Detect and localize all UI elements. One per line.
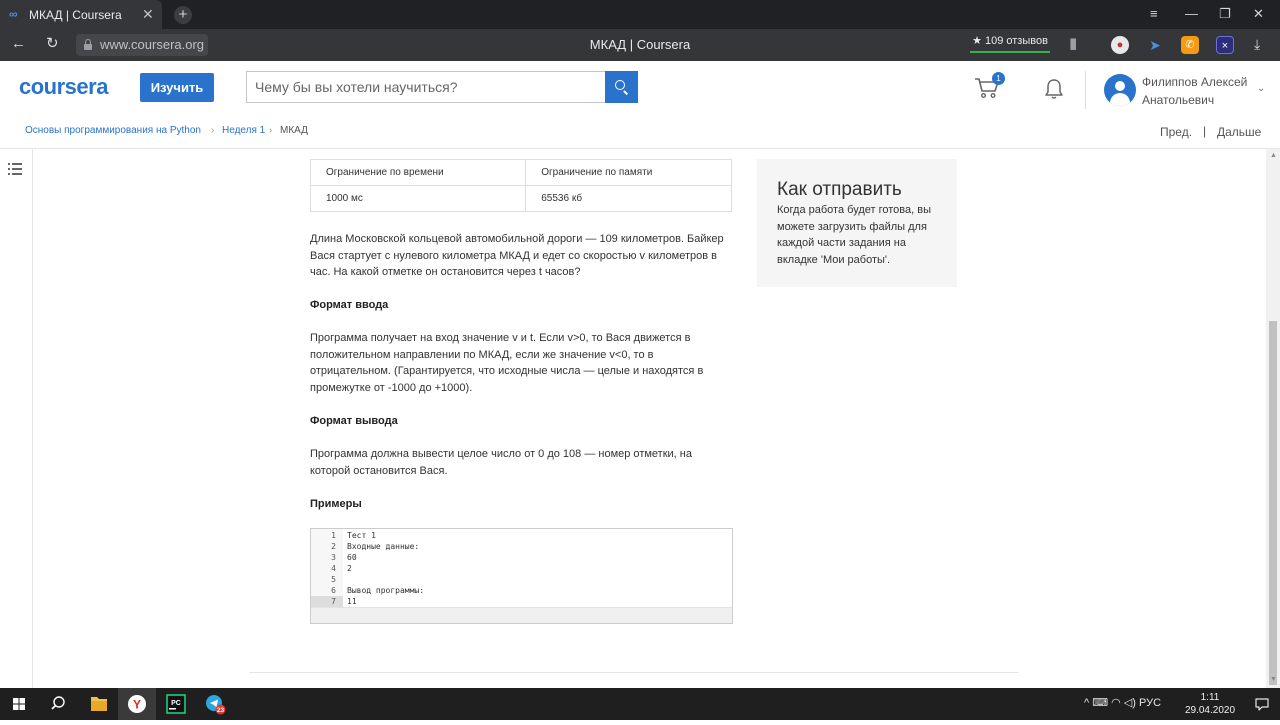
page-title: МКАД | Coursera bbox=[589, 37, 691, 52]
whatsapp-icon[interactable]: ✆ bbox=[1181, 36, 1199, 54]
search-icon bbox=[39, 688, 77, 720]
tab-title: МКАД | Coursera bbox=[29, 8, 122, 22]
chevron-right-icon: › bbox=[269, 125, 273, 136]
search-input[interactable] bbox=[246, 71, 606, 103]
limits-table bbox=[310, 159, 732, 212]
memory-limit-value: 65536 кб bbox=[526, 186, 732, 212]
close-tab-icon[interactable]: ✕ bbox=[142, 6, 154, 22]
code-scrollbar[interactable] bbox=[311, 607, 732, 623]
line-number: 1 bbox=[331, 531, 336, 540]
input-format-text: Программа получает на вход значение v и t. Если v>0, то Вася движется в положительном направлении по МКАД, если же значение v<0, то в отрицательном. (Гарантируется, что исходные числа — целые и находятся в промежутке от -1000 до +1000). bbox=[310, 332, 704, 394]
code-line bbox=[311, 596, 732, 607]
line-text: 60 bbox=[347, 553, 357, 562]
taskbar-yandex-browser[interactable] bbox=[118, 688, 156, 720]
windows-start-button[interactable] bbox=[0, 688, 38, 720]
line-text: Входные данные: bbox=[347, 542, 420, 551]
chevron-down-icon[interactable]: ⌄ bbox=[1257, 83, 1266, 94]
taskbar-clock[interactable] bbox=[1180, 691, 1240, 717]
search-button[interactable] bbox=[605, 71, 638, 103]
how-to-submit-text: Когда работа будет готова, вы можете загрузить файлы для каждой части задания на вкладке 'Мои работы'. bbox=[777, 204, 931, 266]
pycharm-icon bbox=[157, 688, 195, 720]
cart-count-badge: 1 bbox=[992, 72, 1005, 85]
memory-limit-header: Ограничение по памяти bbox=[526, 160, 732, 186]
bell-icon[interactable] bbox=[1044, 78, 1064, 100]
new-tab-button[interactable]: + bbox=[174, 6, 192, 24]
code-line bbox=[311, 574, 732, 585]
browser-tab[interactable] bbox=[0, 0, 162, 29]
prev-button[interactable]: Пред. bbox=[1160, 125, 1193, 139]
telegram-badge: 23 bbox=[216, 707, 225, 714]
avatar[interactable] bbox=[1104, 74, 1136, 106]
download-icon[interactable]: ⤓ bbox=[1254, 36, 1261, 52]
telegram-icon bbox=[196, 688, 234, 720]
browser-tab-strip bbox=[0, 0, 1280, 29]
content-divider bbox=[249, 672, 1018, 673]
extension-avatar-icon[interactable]: ● bbox=[1111, 36, 1129, 54]
breadcrumb bbox=[0, 118, 1280, 149]
coursera-logo[interactable]: coursera bbox=[19, 74, 108, 99]
send-icon[interactable]: ➤ bbox=[1149, 37, 1161, 53]
line-number: 2 bbox=[331, 542, 336, 551]
time-limit-value: 1000 мс bbox=[311, 186, 526, 212]
minimize-icon[interactable]: — bbox=[1185, 6, 1198, 21]
folder-icon bbox=[80, 688, 118, 720]
taskbar-search-button[interactable] bbox=[39, 688, 77, 720]
header-divider bbox=[1085, 71, 1086, 109]
line-text: Вывод программы: bbox=[347, 586, 425, 595]
clock-date: 29.04.2020 bbox=[1184, 705, 1236, 716]
code-line bbox=[311, 541, 732, 552]
back-icon[interactable]: ← bbox=[11, 35, 26, 52]
breadcrumb-current: МКАД bbox=[280, 125, 308, 136]
how-to-submit-card bbox=[757, 159, 957, 287]
system-tray[interactable]: ^ ⌨ ◠ ◁) РУС bbox=[1084, 697, 1162, 709]
taskbar-telegram[interactable] bbox=[196, 688, 234, 720]
scrollbar-thumb[interactable] bbox=[1269, 321, 1277, 685]
list-icon[interactable] bbox=[8, 163, 22, 175]
scroll-down-icon[interactable]: ▼ bbox=[1270, 676, 1277, 683]
taskbar-file-explorer[interactable] bbox=[80, 688, 118, 720]
menu-icon[interactable]: ≡ bbox=[1150, 6, 1158, 21]
svg-text:PC: PC bbox=[171, 700, 181, 707]
user-name[interactable]: Филиппов Алексей Анатольевич bbox=[1142, 75, 1248, 107]
next-button[interactable]: Дальше bbox=[1217, 125, 1262, 139]
code-line bbox=[311, 563, 732, 574]
time-limit-header: Ограничение по времени bbox=[311, 160, 526, 186]
infinity-icon: ∞ bbox=[9, 7, 18, 21]
chevron-right-icon: › bbox=[211, 125, 215, 136]
yandex-icon bbox=[118, 688, 156, 720]
site-header bbox=[0, 61, 1280, 118]
example-code-block[interactable] bbox=[310, 528, 733, 624]
bookmark-icon[interactable]: ▮ bbox=[1069, 35, 1078, 52]
line-text: 2 bbox=[347, 564, 352, 573]
line-number: 4 bbox=[331, 564, 336, 573]
windows-logo-icon bbox=[0, 688, 38, 720]
svg-text:Y: Y bbox=[132, 697, 142, 712]
line-text: 11 bbox=[347, 597, 357, 606]
browser-address-bar bbox=[0, 29, 1280, 61]
explore-button[interactable]: Изучить bbox=[140, 73, 214, 102]
reload-icon[interactable]: ↻ bbox=[46, 35, 59, 52]
code-line bbox=[311, 585, 732, 596]
code-line bbox=[311, 530, 732, 541]
page-scrollbar[interactable] bbox=[1266, 149, 1280, 688]
breadcrumb-week[interactable]: Неделя 1 bbox=[222, 125, 266, 136]
examples-heading: Примеры bbox=[310, 498, 362, 510]
taskbar-pycharm[interactable] bbox=[157, 688, 195, 720]
nav-separator: | bbox=[1203, 124, 1207, 138]
left-rail bbox=[0, 149, 33, 688]
how-to-submit-title: Как отправить bbox=[777, 179, 902, 200]
input-format-heading: Формат ввода bbox=[310, 299, 389, 311]
line-number: 5 bbox=[331, 575, 336, 584]
notifications-icon[interactable] bbox=[1254, 696, 1270, 712]
clock-time: 1:11 bbox=[1200, 692, 1220, 703]
close-window-icon[interactable]: ✕ bbox=[1253, 6, 1264, 21]
restore-icon[interactable]: ❐ bbox=[1219, 6, 1231, 21]
reviews-badge[interactable]: ★ 109 отзывов bbox=[970, 35, 1050, 53]
code-line bbox=[311, 552, 732, 563]
problem-statement: Длина Московской кольцевой автомобильной дороги — 109 километров. Байкер Вася стартует с нулевого километра МКАД и едет со скоростью v километров в час. На какой отметке он остановится через t часов? bbox=[310, 233, 724, 278]
line-number: 7 bbox=[311, 596, 343, 607]
line-number: 6 bbox=[331, 586, 336, 595]
url-text: www.coursera.org bbox=[100, 37, 205, 52]
line-number: 3 bbox=[331, 553, 336, 562]
line-text: Тест 1 bbox=[347, 531, 376, 540]
extension-icon[interactable]: × bbox=[1216, 36, 1234, 54]
output-format-text: Программа должна вывести целое число от 0 до 108 — номер отметки, на которой остановится Вася. bbox=[310, 448, 692, 477]
scroll-up-icon[interactable]: ▲ bbox=[1270, 152, 1277, 159]
output-format-heading: Формат вывода bbox=[310, 415, 398, 427]
breadcrumb-course[interactable]: Основы программирования на Python bbox=[25, 125, 201, 136]
taskbar bbox=[0, 688, 1280, 720]
